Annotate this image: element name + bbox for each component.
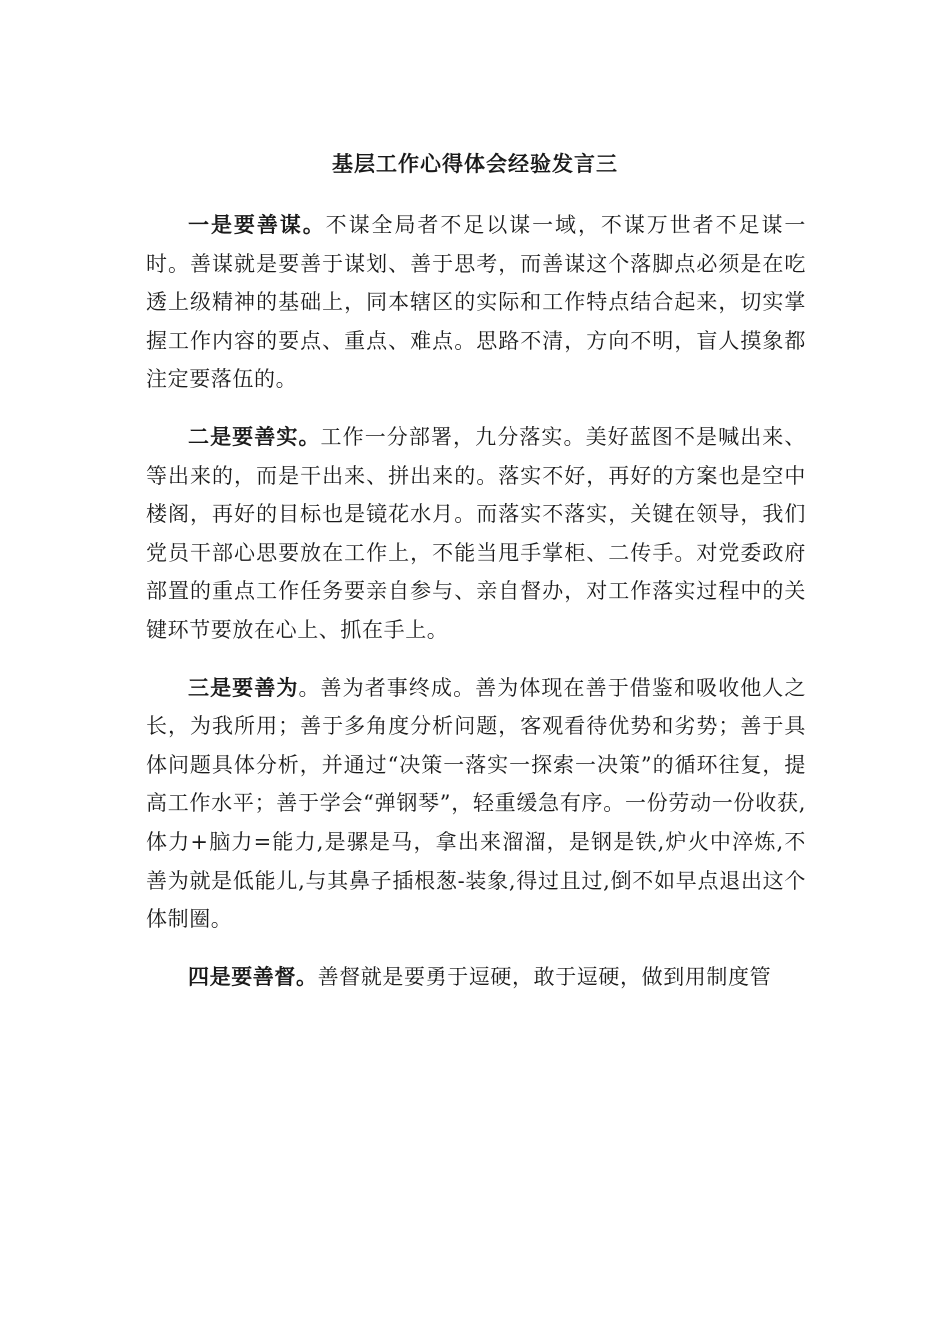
paragraph-text: 善督就是要勇于逗硬，敢于逗硬，做到用制度管 (317, 964, 772, 989)
document-title: 基层工作心得体会经验发言三 (332, 151, 618, 176)
paragraph-lead: 二是要善实。 (188, 423, 321, 449)
paragraph-shanwei (146, 669, 806, 939)
paragraph-lead: 四是要善督。 (188, 963, 318, 989)
paragraph-text: 工作一分部署，九分落实。美好蓝图不是喊出来、等出来的，而是干出来、拼出来的。落实不好，再好的方案也是空中楼阁，再好的目标也是镜花水月。而落实不落实，关键在领导，我们党员干部心思要放在工作上，不能当甩手掌柜、二传手。对党委政府部置的重点工作任务要亲自参与、亲自督办，对工作落实过程中的关键环节要放在心上、抓在手上。 (146, 424, 806, 642)
paragraph-text: 不谋全局者不足以谋一域，不谋万世者不足谋一时。善谋就是要善于谋划、善于思考，而善谋这个落脚点必须是在吃透上级精神的基础上，同本辖区的实际和工作特点结合起来，切实掌握工作内容的要点、重点、难点。思路不清，方向不明，盲人摸象都注定要落伍的。 (146, 213, 806, 392)
paragraph-lead: 三是要善为 (188, 674, 299, 700)
document-body (146, 206, 806, 1015)
paragraph-text: 。善为者事终成。善为体现在善于借鉴和吸收他人之长，为我所用；善于多角度分析问题，客观看待优势和劣势；善于具体问题具体分析，并通过“决策一落实一探索一决策”的循环往复，提高工作水平；善于学会“弹钢琴”，轻重缓急有序。一份劳动一份收获,体力+脑力=能力,是骡是马，拿出来溜溜，是钢是铁,炉火中淬炼,不善为就是低能儿,与其鼻子插根葱-装象,得过且过,倒不如早点退出这个体制圈。 (146, 675, 806, 932)
paragraph-lead: 一是要善谋。 (188, 212, 326, 237)
paragraph-shanshi (146, 418, 806, 650)
paragraph-shanmou (146, 206, 806, 399)
paragraph-shandu (146, 958, 806, 997)
